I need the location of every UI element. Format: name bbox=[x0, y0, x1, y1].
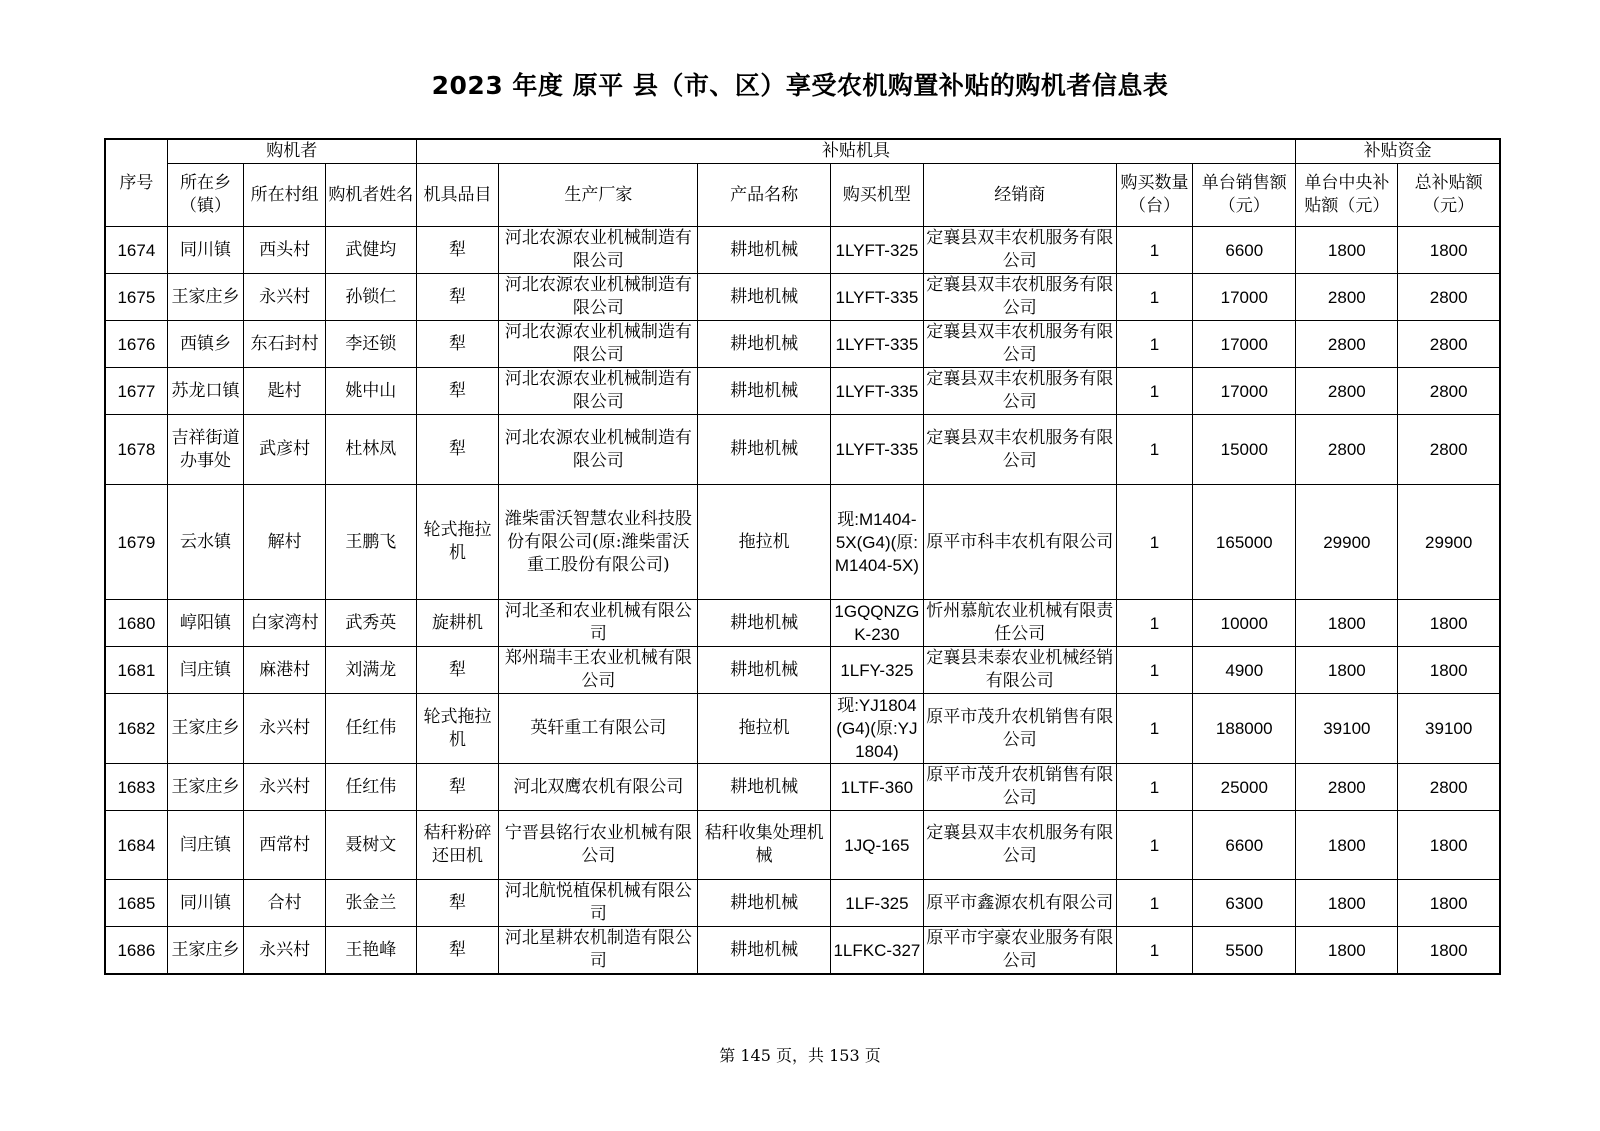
price-cell: 4900 bbox=[1193, 647, 1296, 694]
price-cell: 10000 bbox=[1193, 600, 1296, 647]
price-cell: 6600 bbox=[1193, 811, 1296, 880]
village-cell: 永兴村 bbox=[244, 764, 326, 811]
category-cell: 犁 bbox=[416, 227, 499, 274]
dealer-cell: 忻州慕航农业机械有限责任公司 bbox=[923, 600, 1116, 647]
central-subsidy-cell: 1800 bbox=[1296, 880, 1398, 927]
price-cell: 25000 bbox=[1193, 764, 1296, 811]
category-cell: 轮式拖拉机 bbox=[416, 485, 499, 600]
product-cell: 耕地机械 bbox=[698, 274, 831, 321]
page-footer: 第 145 页，共 153 页 bbox=[719, 1046, 881, 1065]
price-cell: 17000 bbox=[1193, 368, 1296, 415]
dealer-cell: 原平市科丰农机有限公司 bbox=[923, 485, 1116, 600]
category-cell: 犁 bbox=[416, 321, 499, 368]
village-cell: 匙村 bbox=[244, 368, 326, 415]
town-cell: 闫庄镇 bbox=[167, 647, 244, 694]
header-maker: 生产厂家 bbox=[499, 164, 698, 227]
maker-cell: 河北星耕农机制造有限公司 bbox=[499, 927, 698, 975]
qty-cell: 1 bbox=[1116, 600, 1193, 647]
product-cell: 拖拉机 bbox=[698, 485, 831, 600]
qty-cell: 1 bbox=[1116, 927, 1193, 975]
central-subsidy-cell: 2800 bbox=[1296, 764, 1398, 811]
town-cell: 王家庄乡 bbox=[167, 764, 244, 811]
table-row bbox=[105, 927, 1500, 975]
product-cell: 拖拉机 bbox=[698, 694, 831, 764]
product-cell: 秸秆收集处理机械 bbox=[698, 811, 831, 880]
maker-cell: 河北农源农业机械制造有限公司 bbox=[499, 274, 698, 321]
price-cell: 17000 bbox=[1193, 321, 1296, 368]
qty-cell: 1 bbox=[1116, 694, 1193, 764]
qty-cell: 1 bbox=[1116, 415, 1193, 485]
maker-cell: 河北双鹰农机有限公司 bbox=[499, 764, 698, 811]
product-cell: 耕地机械 bbox=[698, 647, 831, 694]
price-cell: 6600 bbox=[1193, 227, 1296, 274]
header-group-machine: 补贴机具 bbox=[416, 139, 1296, 164]
town-cell: 吉祥街道办事处 bbox=[167, 415, 244, 485]
category-cell: 犁 bbox=[416, 764, 499, 811]
header-central: 单台中央补贴额（元） bbox=[1296, 164, 1398, 227]
central-subsidy-cell: 2800 bbox=[1296, 321, 1398, 368]
maker-cell: 河北农源农业机械制造有限公司 bbox=[499, 368, 698, 415]
category-cell: 犁 bbox=[416, 647, 499, 694]
model-cell: 1LYFT-325 bbox=[830, 227, 923, 274]
total-subsidy-cell: 1800 bbox=[1398, 647, 1500, 694]
village-cell: 永兴村 bbox=[244, 694, 326, 764]
model-cell: 1LYFT-335 bbox=[830, 368, 923, 415]
model-cell: 1GQQNZGK-230 bbox=[830, 600, 923, 647]
table-row bbox=[105, 415, 1500, 485]
seq-cell: 1681 bbox=[105, 647, 167, 694]
buyer-name-cell: 武秀英 bbox=[325, 600, 416, 647]
dealer-cell: 定襄县双丰农机服务有限公司 bbox=[923, 321, 1116, 368]
dealer-cell: 原平市鑫源农机有限公司 bbox=[923, 880, 1116, 927]
header-seq: 序号 bbox=[105, 139, 167, 227]
model-cell: 1LYFT-335 bbox=[830, 321, 923, 368]
central-subsidy-cell: 1800 bbox=[1296, 647, 1398, 694]
category-cell: 犁 bbox=[416, 927, 499, 975]
village-cell: 麻港村 bbox=[244, 647, 326, 694]
town-cell: 王家庄乡 bbox=[167, 927, 244, 975]
model-cell: 1LYFT-335 bbox=[830, 415, 923, 485]
total-subsidy-cell: 1800 bbox=[1398, 600, 1500, 647]
category-cell: 犁 bbox=[416, 274, 499, 321]
table-row bbox=[105, 647, 1500, 694]
village-cell: 永兴村 bbox=[244, 274, 326, 321]
town-cell: 王家庄乡 bbox=[167, 274, 244, 321]
town-cell: 苏龙口镇 bbox=[167, 368, 244, 415]
table-row bbox=[105, 694, 1500, 764]
product-cell: 耕地机械 bbox=[698, 880, 831, 927]
town-cell: 闫庄镇 bbox=[167, 811, 244, 880]
buyer-name-cell: 孙锁仁 bbox=[325, 274, 416, 321]
maker-cell: 河北农源农业机械制造有限公司 bbox=[499, 227, 698, 274]
dealer-cell: 原平市茂升农机销售有限公司 bbox=[923, 764, 1116, 811]
table-row bbox=[105, 227, 1500, 274]
model-cell: 1LYFT-335 bbox=[830, 274, 923, 321]
dealer-cell: 定襄县耒泰农业机械经销有限公司 bbox=[923, 647, 1116, 694]
maker-cell: 河北农源农业机械制造有限公司 bbox=[499, 415, 698, 485]
seq-cell: 1678 bbox=[105, 415, 167, 485]
category-cell: 秸秆粉碎还田机 bbox=[416, 811, 499, 880]
header-category: 机具品目 bbox=[416, 164, 499, 227]
qty-cell: 1 bbox=[1116, 764, 1193, 811]
village-cell: 合村 bbox=[244, 880, 326, 927]
model-cell: 1LFY-325 bbox=[830, 647, 923, 694]
buyer-name-cell: 任红伟 bbox=[325, 694, 416, 764]
total-subsidy-cell: 2800 bbox=[1398, 321, 1500, 368]
dealer-cell: 定襄县双丰农机服务有限公司 bbox=[923, 368, 1116, 415]
table-row bbox=[105, 321, 1500, 368]
dealer-cell: 定襄县双丰农机服务有限公司 bbox=[923, 415, 1116, 485]
central-subsidy-cell: 39100 bbox=[1296, 694, 1398, 764]
category-cell: 犁 bbox=[416, 368, 499, 415]
seq-cell: 1686 bbox=[105, 927, 167, 975]
product-cell: 耕地机械 bbox=[698, 321, 831, 368]
price-cell: 165000 bbox=[1193, 485, 1296, 600]
subsidy-table bbox=[104, 138, 1501, 975]
total-subsidy-cell: 1800 bbox=[1398, 880, 1500, 927]
model-cell: 现:YJ1804(G4)(原:YJ1804) bbox=[830, 694, 923, 764]
table-row bbox=[105, 764, 1500, 811]
buyer-name-cell: 王鹏飞 bbox=[325, 485, 416, 600]
seq-cell: 1674 bbox=[105, 227, 167, 274]
table-row bbox=[105, 274, 1500, 321]
total-subsidy-cell: 1800 bbox=[1398, 811, 1500, 880]
total-subsidy-cell: 1800 bbox=[1398, 927, 1500, 975]
product-cell: 耕地机械 bbox=[698, 368, 831, 415]
seq-cell: 1679 bbox=[105, 485, 167, 600]
town-cell: 同川镇 bbox=[167, 227, 244, 274]
total-subsidy-cell: 2800 bbox=[1398, 274, 1500, 321]
header-product: 产品名称 bbox=[698, 164, 831, 227]
central-subsidy-cell: 1800 bbox=[1296, 600, 1398, 647]
qty-cell: 1 bbox=[1116, 485, 1193, 600]
seq-cell: 1685 bbox=[105, 880, 167, 927]
town-cell: 崞阳镇 bbox=[167, 600, 244, 647]
product-cell: 耕地机械 bbox=[698, 927, 831, 975]
town-cell: 西镇乡 bbox=[167, 321, 244, 368]
maker-cell: 郑州瑞丰王农业机械有限公司 bbox=[499, 647, 698, 694]
category-cell: 轮式拖拉机 bbox=[416, 694, 499, 764]
central-subsidy-cell: 1800 bbox=[1296, 227, 1398, 274]
town-cell: 王家庄乡 bbox=[167, 694, 244, 764]
table-row bbox=[105, 485, 1500, 600]
village-cell: 白家湾村 bbox=[244, 600, 326, 647]
town-cell: 同川镇 bbox=[167, 880, 244, 927]
model-cell: 1LTF-360 bbox=[830, 764, 923, 811]
village-cell: 解村 bbox=[244, 485, 326, 600]
qty-cell: 1 bbox=[1116, 811, 1193, 880]
central-subsidy-cell: 1800 bbox=[1296, 811, 1398, 880]
total-subsidy-cell: 29900 bbox=[1398, 485, 1500, 600]
header-name: 购机者姓名 bbox=[325, 164, 416, 227]
qty-cell: 1 bbox=[1116, 274, 1193, 321]
village-cell: 西常村 bbox=[244, 811, 326, 880]
total-subsidy-cell: 2800 bbox=[1398, 368, 1500, 415]
header-total: 总补贴额（元） bbox=[1398, 164, 1500, 227]
central-subsidy-cell: 2800 bbox=[1296, 368, 1398, 415]
buyer-name-cell: 王艳峰 bbox=[325, 927, 416, 975]
maker-cell: 潍柴雷沃智慧农业科技股份有限公司(原:潍柴雷沃重工股份有限公司) bbox=[499, 485, 698, 600]
category-cell: 犁 bbox=[416, 880, 499, 927]
seq-cell: 1676 bbox=[105, 321, 167, 368]
village-cell: 东石封村 bbox=[244, 321, 326, 368]
village-cell: 武彦村 bbox=[244, 415, 326, 485]
qty-cell: 1 bbox=[1116, 227, 1193, 274]
product-cell: 耕地机械 bbox=[698, 600, 831, 647]
qty-cell: 1 bbox=[1116, 368, 1193, 415]
qty-cell: 1 bbox=[1116, 880, 1193, 927]
central-subsidy-cell: 2800 bbox=[1296, 274, 1398, 321]
header-price: 单台销售额（元） bbox=[1193, 164, 1296, 227]
village-cell: 永兴村 bbox=[244, 927, 326, 975]
qty-cell: 1 bbox=[1116, 321, 1193, 368]
buyer-name-cell: 武健均 bbox=[325, 227, 416, 274]
category-cell: 犁 bbox=[416, 415, 499, 485]
dealer-cell: 定襄县双丰农机服务有限公司 bbox=[923, 274, 1116, 321]
product-cell: 耕地机械 bbox=[698, 764, 831, 811]
dealer-cell: 原平市宇豪农业服务有限公司 bbox=[923, 927, 1116, 975]
central-subsidy-cell: 2800 bbox=[1296, 415, 1398, 485]
total-subsidy-cell: 2800 bbox=[1398, 415, 1500, 485]
header-qty: 购买数量（台） bbox=[1116, 164, 1193, 227]
total-subsidy-cell: 1800 bbox=[1398, 227, 1500, 274]
qty-cell: 1 bbox=[1116, 647, 1193, 694]
model-cell: 1LF-325 bbox=[830, 880, 923, 927]
header-group-buyer: 购机者 bbox=[167, 139, 416, 164]
price-cell: 5500 bbox=[1193, 927, 1296, 975]
buyer-name-cell: 刘满龙 bbox=[325, 647, 416, 694]
total-subsidy-cell: 39100 bbox=[1398, 694, 1500, 764]
seq-cell: 1677 bbox=[105, 368, 167, 415]
product-cell: 耕地机械 bbox=[698, 415, 831, 485]
seq-cell: 1682 bbox=[105, 694, 167, 764]
table-row bbox=[105, 880, 1500, 927]
model-cell: 1LFKC-327 bbox=[830, 927, 923, 975]
village-cell: 西头村 bbox=[244, 227, 326, 274]
maker-cell: 河北航悦植保机械有限公司 bbox=[499, 880, 698, 927]
price-cell: 17000 bbox=[1193, 274, 1296, 321]
product-cell: 耕地机械 bbox=[698, 227, 831, 274]
maker-cell: 河北农源农业机械制造有限公司 bbox=[499, 321, 698, 368]
maker-cell: 英轩重工有限公司 bbox=[499, 694, 698, 764]
seq-cell: 1684 bbox=[105, 811, 167, 880]
table-row bbox=[105, 811, 1500, 880]
price-cell: 188000 bbox=[1193, 694, 1296, 764]
model-cell: 1JQ-165 bbox=[830, 811, 923, 880]
header-town: 所在乡（镇） bbox=[167, 164, 244, 227]
price-cell: 15000 bbox=[1193, 415, 1296, 485]
dealer-cell: 定襄县双丰农机服务有限公司 bbox=[923, 227, 1116, 274]
dealer-cell: 原平市茂升农机销售有限公司 bbox=[923, 694, 1116, 764]
buyer-name-cell: 李还锁 bbox=[325, 321, 416, 368]
header-village: 所在村组 bbox=[244, 164, 326, 227]
model-cell: 现:M1404-5X(G4)(原:M1404-5X) bbox=[830, 485, 923, 600]
price-cell: 6300 bbox=[1193, 880, 1296, 927]
table-row bbox=[105, 600, 1500, 647]
total-subsidy-cell: 2800 bbox=[1398, 764, 1500, 811]
central-subsidy-cell: 29900 bbox=[1296, 485, 1398, 600]
table-row bbox=[105, 368, 1500, 415]
category-cell: 旋耕机 bbox=[416, 600, 499, 647]
seq-cell: 1680 bbox=[105, 600, 167, 647]
buyer-name-cell: 杜林凤 bbox=[325, 415, 416, 485]
buyer-name-cell: 姚中山 bbox=[325, 368, 416, 415]
central-subsidy-cell: 1800 bbox=[1296, 927, 1398, 975]
buyer-name-cell: 聂树文 bbox=[325, 811, 416, 880]
header-dealer: 经销商 bbox=[923, 164, 1116, 227]
seq-cell: 1675 bbox=[105, 274, 167, 321]
dealer-cell: 定襄县双丰农机服务有限公司 bbox=[923, 811, 1116, 880]
maker-cell: 河北圣和农业机械有限公司 bbox=[499, 600, 698, 647]
seq-cell: 1683 bbox=[105, 764, 167, 811]
page-title: 2023 年度 原平 县（市、区）享受农机购置补贴的购机者信息表 bbox=[431, 71, 1169, 100]
buyer-name-cell: 张金兰 bbox=[325, 880, 416, 927]
town-cell: 云水镇 bbox=[167, 485, 244, 600]
header-model: 购买机型 bbox=[830, 164, 923, 227]
header-group-funds: 补贴资金 bbox=[1296, 139, 1500, 164]
buyer-name-cell: 任红伟 bbox=[325, 764, 416, 811]
maker-cell: 宁晋县铭行农业机械有限公司 bbox=[499, 811, 698, 880]
